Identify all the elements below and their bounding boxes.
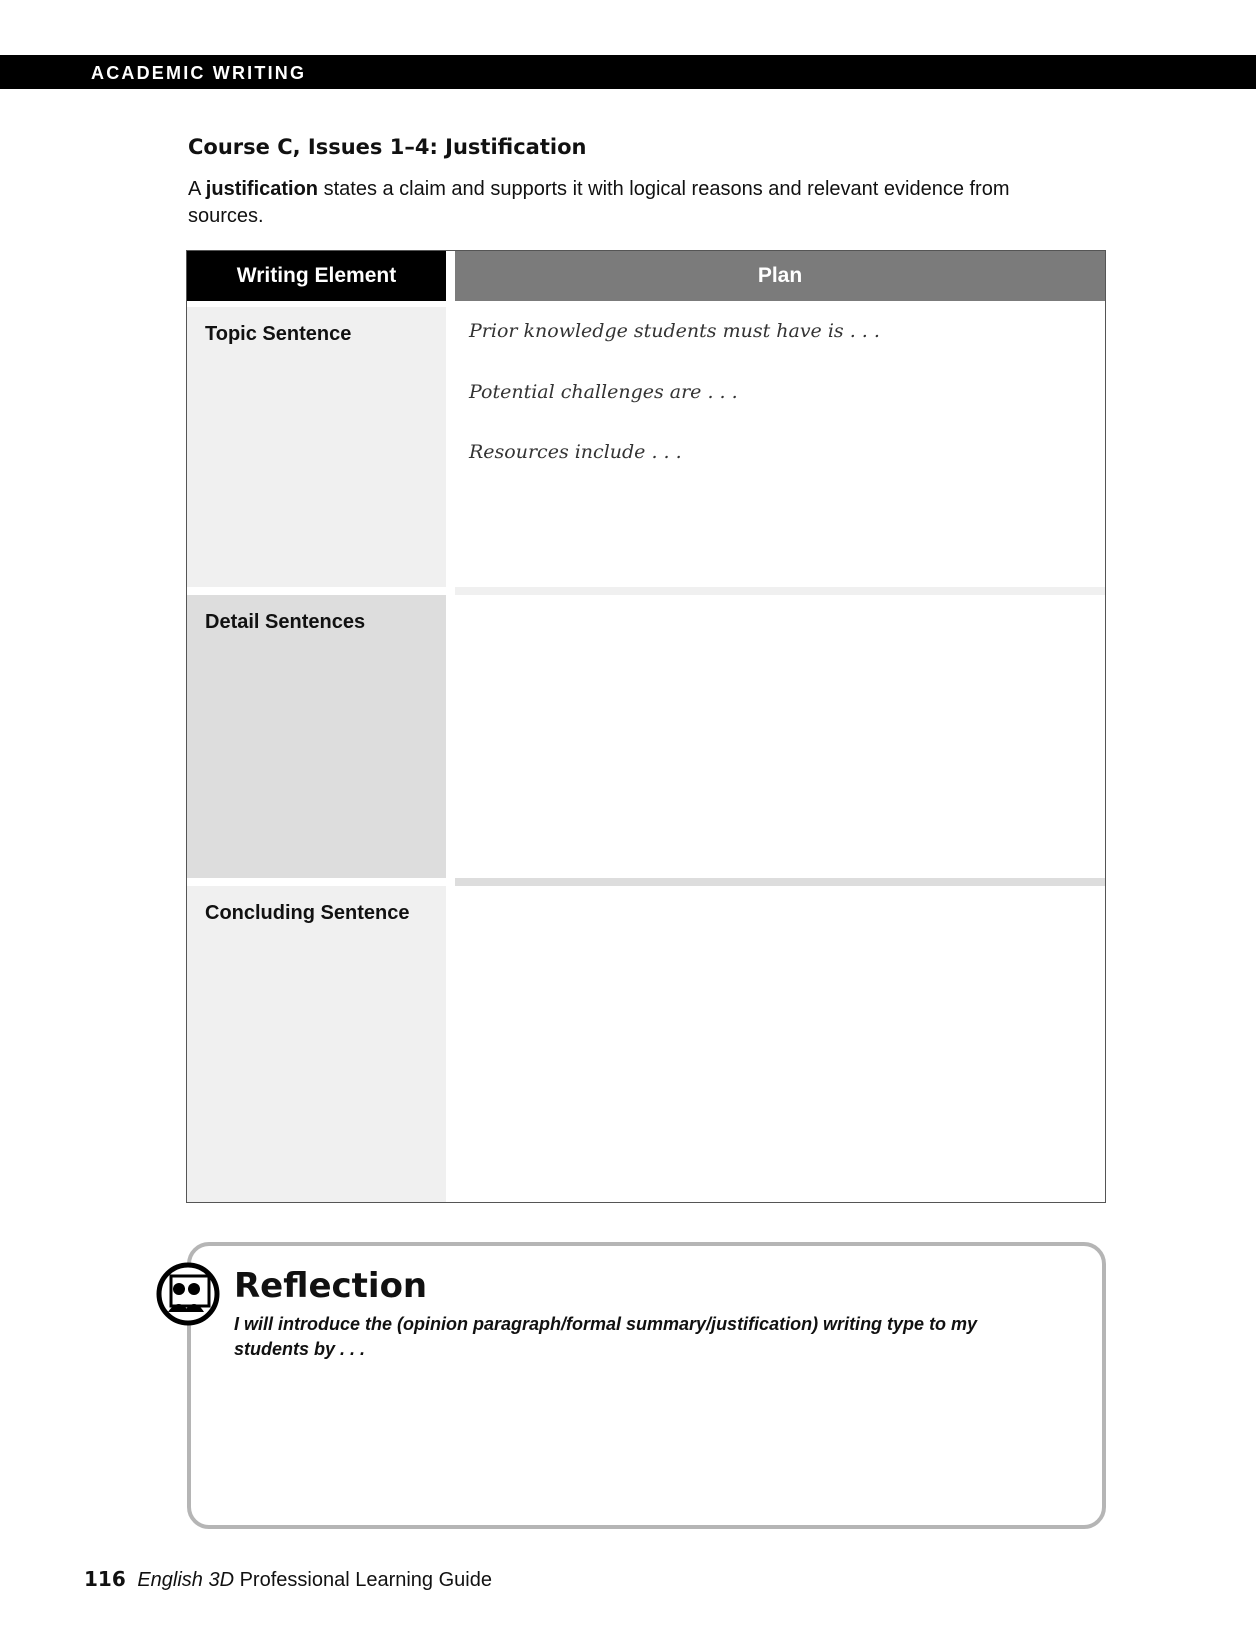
intro-text [188, 176, 1028, 230]
intro-term: justification [205, 178, 319, 200]
reflection-title: Reflection [234, 1266, 428, 1306]
intro-rest: states a claim and supports it with logical reasons and relevant evidence from sources. [188, 178, 1010, 227]
reflection-prompt: I will introduce the (opinion paragraph/formal summary/justification) writing type to my students by . . . [234, 1314, 978, 1359]
intro-prefix: A [188, 178, 206, 200]
row-label-detail-sentences: Detail Sentences [187, 595, 446, 878]
book-title: English 3D [137, 1569, 235, 1591]
planning-table [186, 250, 1106, 1203]
book-subtitle: Professional Learning Guide [239, 1569, 492, 1591]
plan-note: Potential challenges are . . . [469, 381, 738, 403]
column-header-writing-element: Writing Element [187, 251, 446, 301]
column-header-plan: Plan [455, 251, 1105, 301]
row-label-concluding-sentence: Concluding Sentence [187, 886, 446, 1202]
row-divider [455, 878, 1105, 886]
plan-cell-topic-sentence[interactable] [455, 301, 1105, 587]
page-title: Course C, Issues 1–4: Justification [188, 135, 587, 159]
page-footer [84, 1567, 492, 1592]
page-number: 116 [84, 1567, 126, 1591]
row-label-topic-sentence: Topic Sentence [187, 307, 446, 587]
plan-note: Resources include . . . [469, 441, 682, 463]
plan-note: Prior knowledge students must have is . . . [469, 320, 880, 342]
plan-cell-concluding-sentence[interactable] [455, 886, 1105, 1202]
section-label: ACADEMIC WRITING [91, 63, 307, 83]
row-divider [455, 587, 1105, 595]
people-discussion-icon [156, 1262, 220, 1326]
header-bar [0, 55, 1256, 89]
plan-cell-detail-sentences[interactable] [455, 595, 1105, 878]
